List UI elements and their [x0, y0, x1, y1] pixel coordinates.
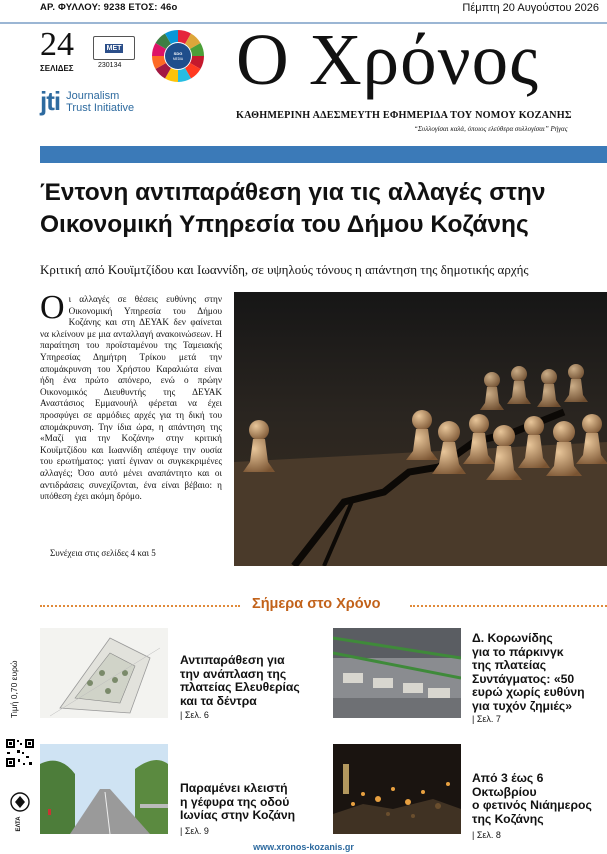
publication-date: Πέμπτη 20 Αυγούστου 2026 [462, 2, 599, 14]
teaser-1-page: | Σελ. 6 [180, 710, 209, 720]
price-text: Τιμή 0,70 ευρώ [9, 660, 19, 718]
qr-code-icon[interactable] [5, 738, 35, 768]
continued-note: Συνέχεια στις σελίδες 4 και 5 [50, 548, 156, 558]
svg-text:MEDIA: MEDIA [172, 57, 184, 61]
newspaper-logo: Ο Χρόνος [236, 19, 540, 100]
newspaper-tagline: ΚΑΘΗΜΕΡΙΝΗ ΑΔΕΣΜΕΥΤΗ ΕΦΗΜΕΡΙΔΑ ΤΟΥ ΝΟΜΟΥ ΚΟΖΑΝΗΣ [236, 110, 572, 121]
teaser-3-page: | Σελ. 9 [180, 826, 209, 836]
lead-headline[interactable] [40, 177, 607, 241]
chess-pawns-image [234, 292, 607, 566]
teaser-2-page: | Σελ. 7 [472, 714, 501, 724]
teaser-3-image [40, 744, 168, 834]
jti-line-2: Trust Initiative [66, 101, 135, 114]
lead-body [40, 289, 222, 503]
lead-subhead: Κριτική από Κουϊμτζίδου και Ιωαννίδη, σε υψηλούς τόνους η απάντηση της δημοτικής αρχής [40, 262, 529, 277]
jti-line-1: Journalism [66, 89, 120, 102]
page-count-label: ΣΕΛΙΔΕΣ [40, 64, 74, 73]
teaser-4-page: | Σελ. 8 [472, 830, 501, 840]
met-badge [93, 36, 135, 60]
newspaper-motto: “Συλλογίσαι καλά, όποιος ελεύθερα συλλογίσαι” Ρήγας [414, 125, 568, 133]
teaser-4-image [333, 744, 461, 834]
elta-label: ΕΛΤΑ [16, 816, 22, 832]
lead-headline-line-2: Οικονομική Υπηρεσία του Δήμου Κοζάνης [40, 211, 529, 238]
website-link[interactable]: www.xronos-kozanis.gr [253, 842, 354, 852]
section-rule-right [410, 605, 607, 607]
masthead-divider [40, 146, 607, 163]
issue-number: ΑΡ. ΦΥΛΛΟΥ: 9238 ΕΤΟΣ: 46ο [40, 2, 178, 13]
lead-headline-line-1: Έντονη αντιπαράθεση για τις αλλαγές στην [40, 179, 546, 206]
jti-badge [40, 86, 134, 117]
section-title: Σήμερα στο Χρόνο [252, 596, 381, 612]
section-rule-left [40, 605, 240, 607]
page-count: 24 [40, 26, 74, 63]
teaser-1-image [40, 628, 168, 718]
elta-logo-icon [8, 790, 32, 836]
sdg-media-compact-logo [150, 28, 206, 84]
met-logo-icon: ΜΕΤ [106, 44, 122, 52]
teaser-2-title[interactable]: Δ. Κορωνίδης για το πάρκινγκ της πλατείας Συντάγματος: «50 ευρώ χωρίς ευθύνη για τυχόν ζημιές» [472, 631, 585, 713]
lead-body-text: ι αλλαγές σε θέσεις ευθύνης στην Οικονομική Υπηρεσία του Δήμου Κοζάνης και στη ΔΕΥΑΚ δεν φαίνεται να κλείνουν με μια ανταλλαγή ανακοινώσεων. Η παραίτηση του προϊσταμένου της Ταμειακής Υπηρεσίας Δημήτρη Τρίκου μετά την απομάκρυνση του Χρήστου Καραλιώτα είναι ήδη ένα πρώτο απόνερο, ενώ ο πρώην Οικονομικός Διευθυντής της ΔΕΥΑΚ Αναστάσιος Εμμανουήλ φέρεται να έχει προσφύγει σε αρμόδιες αρχές για τη δική του απομάκρυνση. Την ίδια ώρα, η απάντηση της «Μαζί για την Κοζάνη» στην κριτική Κουϊμτζίδου και Ιωαννίδη απέφυγε την ουσία του ερωτήματος: γιατί έγιναν οι συγκεκριμένες αλλαγές; Όσο αυτό μένει αναπάντητο και οι αντιδράσεις συνεχίζονται, ένα είναι βέβαιο: η υπόθεση έχει ακόμη δρόμο. [40, 294, 222, 502]
drop-cap: Ο [40, 289, 65, 326]
teaser-3-title[interactable]: Παραμένει κλειστή η γέφυρα της οδού Ιωνίας στην Κοζάνη [180, 781, 296, 822]
svg-text:SDG: SDG [173, 51, 183, 56]
price-label [6, 640, 22, 720]
jti-logo-icon: jti [40, 86, 61, 116]
teaser-4-title[interactable]: Από 3 έως 6 Οκτωβρίου ο φετινός Νιάημερος της Κοζάνης [472, 771, 592, 826]
teaser-2-image [333, 628, 461, 718]
teaser-1-title[interactable]: Αντιπαράθεση για την ανάπλαση της πλατείας Ελευθερίας και τα δέντρα [180, 653, 300, 708]
met-number: 230134 [98, 62, 122, 69]
